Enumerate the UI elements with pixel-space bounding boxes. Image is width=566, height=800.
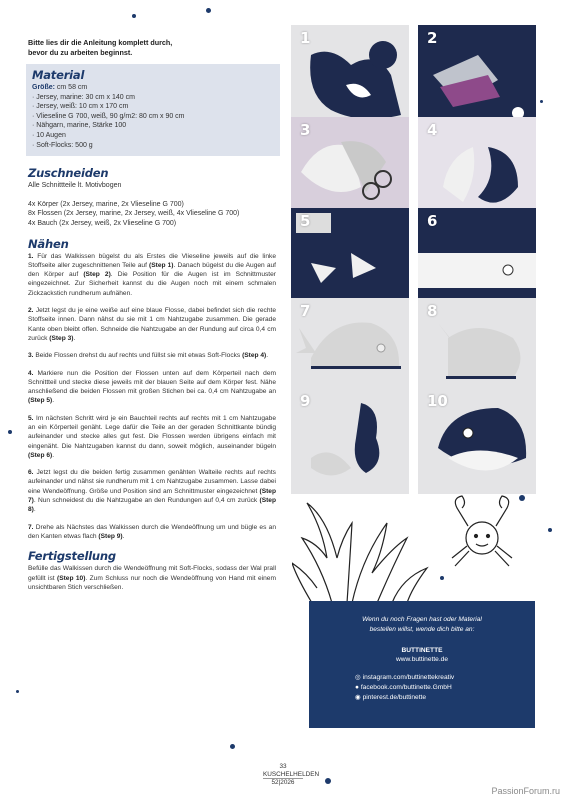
instagram-text: instagram.com/buttinettekreativ bbox=[362, 674, 455, 681]
pinterest-text: pinterest.de/buttinette bbox=[362, 694, 427, 701]
finish-section bbox=[28, 549, 276, 592]
decor-dot bbox=[8, 430, 12, 434]
contact-question-line: Wenn du noch Fragen hast oder Material bbox=[362, 616, 482, 623]
finish-text-part: Befülle das Walkissen durch die Wendeöffnung mit Soft-Flocks, sodass der Wal prall gefüllt ist bbox=[28, 565, 276, 582]
step-number: 6. bbox=[28, 469, 34, 477]
decor-dot bbox=[548, 528, 552, 532]
step-photo-1 bbox=[291, 25, 409, 131]
step-number: 8 bbox=[427, 302, 438, 320]
pinterest-link[interactable] bbox=[355, 693, 535, 703]
step-text: Jetzt legst du die beiden fertig zusammen genähten Walteile rechts auf rechts aufeinander und nähst sie rundherum mit 1 cm Nahtzugabe zusammen. Lasse dabei eine Wendeöffnung. Größe und Position sind am Schnittmuster eingezeichnet bbox=[28, 469, 276, 495]
facebook-link[interactable] bbox=[355, 683, 535, 693]
step-text: Beide Flossen drehst du auf rechts und füllst sie mit etwas Soft-Flocks bbox=[35, 352, 241, 360]
cutting-section bbox=[28, 166, 276, 228]
sewing-step bbox=[28, 369, 276, 406]
watermark: PassionForum.ru bbox=[491, 786, 560, 796]
website-link[interactable]: www.buttinette.de bbox=[395, 656, 449, 663]
step-number: 7. bbox=[28, 523, 34, 531]
step-number: 2 bbox=[427, 29, 438, 47]
step-number: 7 bbox=[300, 302, 311, 320]
material-heading: Material bbox=[32, 68, 85, 82]
decor-dot bbox=[325, 778, 331, 784]
page-footer bbox=[263, 763, 320, 787]
step-text: Drehe als Nächstes das Walkissen durch die Wendeöffnung um und bügle es an den Kanten etwas flach bbox=[28, 523, 276, 540]
instagram-icon: ◎ bbox=[355, 674, 361, 681]
pinterest-icon: ◉ bbox=[355, 694, 361, 701]
step-text: . Die Position für die Augen ist im Schnittmuster eingezeichnet. Zur Sicherheit kannst du die Augen noch mit einem schmalen Zickzackstich rundherum aufnähen. bbox=[28, 271, 276, 297]
sewing-step bbox=[28, 351, 276, 360]
social-links bbox=[355, 673, 535, 703]
step-text: Markiere nun die Position der Flossen unten auf dem Körperteil nach dem Schnittteil und stecke diese jeweils mit der blauen Seite auf dem Körper fest. Nähe anschließend die beiden Flossen mit großen Stichen bei ca. 0,4 cm Nahtzugabe an bbox=[28, 369, 276, 396]
step-number: 2. bbox=[28, 307, 34, 315]
intro-text bbox=[28, 38, 276, 58]
step-ref: (Step 2) bbox=[83, 271, 111, 279]
decor-dot bbox=[540, 100, 543, 103]
cutting-line: 4x Bauch (2x Jersey, weiß, 2x Vlieseline G 700) bbox=[28, 219, 177, 227]
step-ref: (Step 6) bbox=[28, 451, 53, 459]
material-item: · Nähgarn, marine, Stärke 100 bbox=[32, 122, 127, 130]
step-number: 3 bbox=[300, 121, 311, 139]
step-number: 1. bbox=[28, 252, 34, 260]
cutting-line: 8x Flossen (2x Jersey, marine, 2x Jersey, weiß, 4x Vlieseline G 700) bbox=[28, 210, 240, 218]
contact-question bbox=[309, 615, 535, 635]
cutting-line: Alle Schnittteile lt. Motivbogen bbox=[28, 182, 122, 190]
decor-dot bbox=[206, 8, 211, 13]
material-item: · 10 Augen bbox=[32, 131, 66, 139]
step-ref: (Step 5) bbox=[28, 397, 53, 405]
issue-number: 52|2026 bbox=[263, 778, 303, 787]
step-number: 10 bbox=[427, 392, 448, 410]
step-number: 9 bbox=[300, 392, 311, 410]
step-text: . bbox=[52, 451, 55, 459]
facebook-text: facebook.com/buttinette.GmbH bbox=[360, 684, 452, 691]
step-photo-2 bbox=[418, 25, 536, 131]
step-text: . bbox=[33, 506, 36, 514]
brand-name: BUTTINETTE bbox=[401, 647, 443, 654]
cutting-line: 4x Körper (2x Jersey, marine, 2x Vlieseline G 700) bbox=[28, 200, 184, 208]
sewing-section bbox=[28, 237, 276, 542]
step-text: Im nächsten Schritt wird je ein Bauchteil rechts auf rechts mit 1 cm Nahtzugabe an ein Körperteil genäht. Lege dafür die Teile an der geraden Schnittkante bündig aufeinander und stecke alles gut fest. Die Flossen werden übrigens einfach mit eingenäht. Die Nahtzugaben kannst du dann, soweit möglich, auseinander bügeln bbox=[28, 414, 276, 450]
step-number: 5. bbox=[28, 414, 34, 422]
material-item: · Soft-Flocks: 500 g bbox=[32, 141, 93, 149]
step-ref: (Step 4) bbox=[242, 352, 267, 360]
step-text: . bbox=[73, 334, 76, 342]
step-ref: (Step 9) bbox=[98, 532, 123, 540]
material-item: · Jersey, marine: 30 cm x 140 cm bbox=[32, 93, 135, 101]
step-number: 3. bbox=[28, 352, 34, 360]
step-text: . Danach bügelst du die Augen auf den Körper auf bbox=[28, 261, 276, 279]
contact-question-line: bestellen willst, wende dich bitte an: bbox=[369, 626, 475, 633]
step-number: 4 bbox=[427, 121, 438, 139]
page-number: 33 bbox=[279, 763, 287, 770]
sewing-step bbox=[28, 468, 276, 514]
decor-dot bbox=[132, 14, 136, 18]
size-label: Größe: bbox=[32, 84, 55, 91]
facebook-icon: ● bbox=[355, 684, 359, 691]
step-text: Für das Walkissen bügelst du als Erstes die Vlieseline jeweils auf die linke Stoffseite aller zugeschnittenen Teile auf bbox=[28, 252, 276, 269]
step-number: 4. bbox=[28, 369, 34, 377]
magazine-name: KUSCHELHELDEN bbox=[263, 770, 320, 778]
step-ref: (Step 3) bbox=[49, 334, 74, 342]
material-item: · Jersey, weiß: 10 cm x 170 cm bbox=[32, 103, 129, 111]
size-value: cm 58 cm bbox=[56, 84, 88, 91]
step-text: . bbox=[52, 397, 55, 405]
material-item: · Vlieseline G 700, weiß, 90 g/m2: 80 cm x 90 cm bbox=[32, 112, 185, 120]
step-number: 5 bbox=[300, 212, 311, 230]
finish-step-ref: (Step 10) bbox=[57, 574, 86, 582]
decor-dot bbox=[230, 744, 235, 749]
intro-line: Bitte lies dir die Anleitung komplett durch, bbox=[28, 38, 173, 47]
step-text: . Nun schneidest du die Nahtzugabe an den Rundungen auf 0,4 cm zurück bbox=[33, 497, 258, 505]
step-ref: (Step 7) bbox=[28, 487, 276, 505]
decor-dot bbox=[16, 690, 19, 693]
sewing-step bbox=[28, 252, 276, 298]
seaweed-crab-illustration bbox=[292, 478, 542, 608]
step-ref: (Step 8) bbox=[28, 497, 276, 514]
sewing-step bbox=[28, 523, 276, 542]
sewing-steps bbox=[28, 252, 276, 542]
contact-box bbox=[309, 601, 535, 728]
step-text: . bbox=[266, 352, 269, 360]
step-number: 1 bbox=[300, 29, 311, 47]
text-column bbox=[28, 38, 276, 600]
step-number: 6 bbox=[427, 212, 438, 230]
finish-text bbox=[28, 564, 276, 592]
sewing-step bbox=[28, 306, 276, 343]
material-box bbox=[26, 64, 280, 156]
step-text: Jetzt legst du je eine weiße auf eine blaue Flosse, dabei befindet sich die rechte Stoffseite innen. Dann nähst du sie mit 1 cm Nahtzugabe zusammen. Die gerade Kante oben bleibt offen. Schneide die Nahtzugabe an der Rundung auf circa 0,4 cm zurück bbox=[28, 307, 276, 342]
cutting-spacer bbox=[28, 191, 276, 200]
cutting-heading: Zuschneiden bbox=[28, 166, 109, 181]
sewing-heading: Nähen bbox=[28, 236, 69, 251]
finish-heading: Fertigstellung bbox=[28, 549, 116, 564]
intro-line: bevor du zu arbeiten beginnst. bbox=[28, 48, 133, 57]
finish-text-part: . Zum Schluss nur noch die Wendeöffnung von Hand mit einem unsichtbaren Stich verschließen. bbox=[28, 574, 276, 591]
step-ref: (Step 1) bbox=[149, 261, 174, 269]
instagram-link[interactable] bbox=[355, 673, 535, 683]
sewing-step bbox=[28, 414, 276, 460]
step-text: . bbox=[122, 532, 125, 540]
